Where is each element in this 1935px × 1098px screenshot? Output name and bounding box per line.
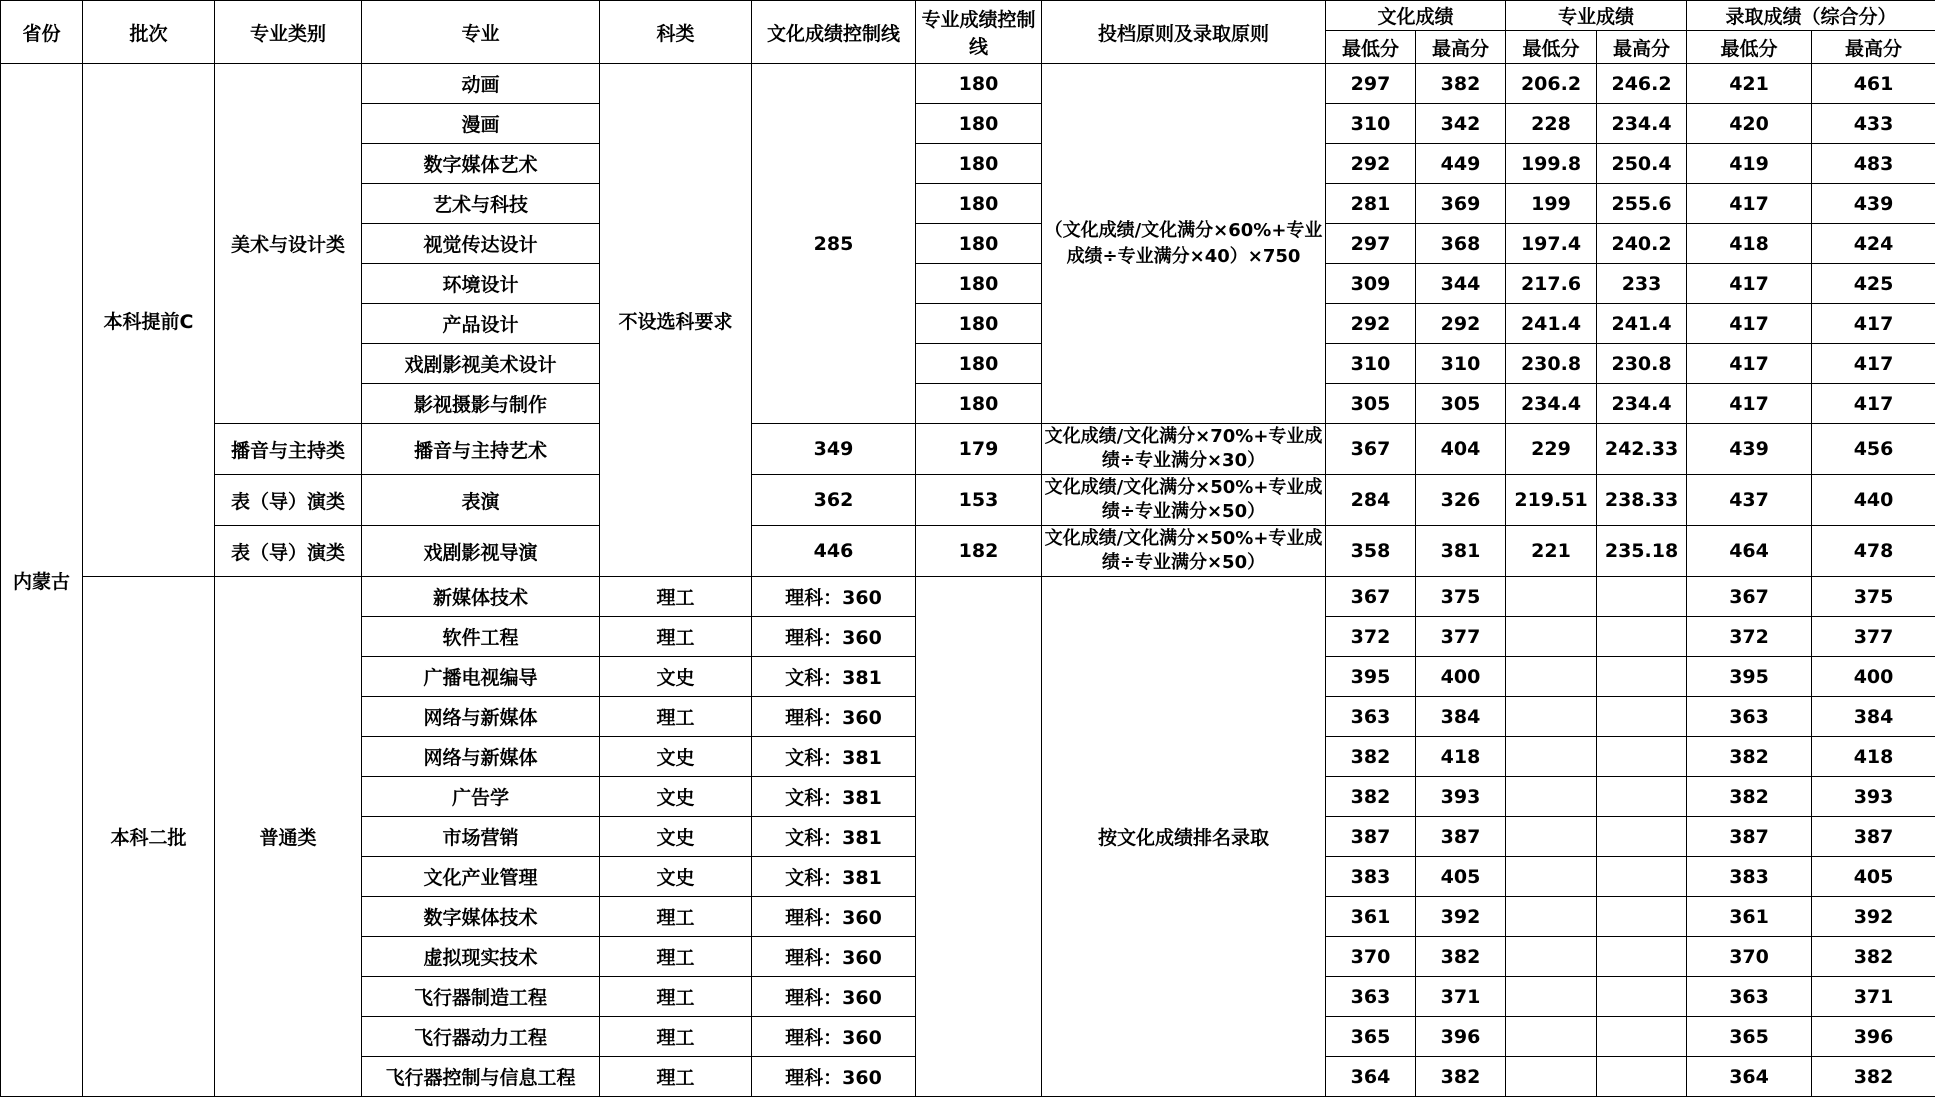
score-cell-p-min bbox=[1506, 1057, 1597, 1097]
subject-cell: 理工 bbox=[600, 1017, 752, 1057]
score-cell-c-min: 363 bbox=[1326, 977, 1416, 1017]
batch-cell: 本科二批 bbox=[83, 577, 215, 1097]
score-cell-p-max bbox=[1597, 617, 1687, 657]
score-cell-c-max: 369 bbox=[1416, 184, 1506, 224]
score-cell-a-max: 439 bbox=[1812, 184, 1935, 224]
score-cell-c-min: 382 bbox=[1326, 737, 1416, 777]
score-cell-c-min: 363 bbox=[1326, 697, 1416, 737]
major-cell: 飞行器制造工程 bbox=[362, 977, 600, 1017]
rule-cell: 按文化成绩排名录取 bbox=[1042, 577, 1326, 1097]
subject-cell: 理工 bbox=[600, 897, 752, 937]
score-cell-a-max: 400 bbox=[1812, 657, 1935, 697]
score-cell-p-max bbox=[1597, 737, 1687, 777]
subject-cell: 理工 bbox=[600, 977, 752, 1017]
header-batch: 批次 bbox=[83, 1, 215, 64]
score-cell-p-max bbox=[1597, 697, 1687, 737]
prof-control-cell: 180 bbox=[916, 184, 1042, 224]
culture-control-cell: 349 bbox=[752, 424, 916, 475]
prof-control-cell: 180 bbox=[916, 64, 1042, 104]
score-cell-a-max: 478 bbox=[1812, 526, 1935, 577]
score-cell-p-max bbox=[1597, 977, 1687, 1017]
score-cell-p-min: 228 bbox=[1506, 104, 1597, 144]
score-cell-c-min: 281 bbox=[1326, 184, 1416, 224]
score-cell-c-min: 310 bbox=[1326, 104, 1416, 144]
score-cell-a-min: 419 bbox=[1687, 144, 1812, 184]
culture-control-cell: 理科：360 bbox=[752, 1017, 916, 1057]
score-cell-a-min: 387 bbox=[1687, 817, 1812, 857]
score-cell-a-max: 387 bbox=[1812, 817, 1935, 857]
score-cell-p-min bbox=[1506, 897, 1597, 937]
score-cell-a-max: 382 bbox=[1812, 937, 1935, 977]
score-cell-p-min bbox=[1506, 937, 1597, 977]
score-cell-c-max: 384 bbox=[1416, 697, 1506, 737]
major-cell: 飞行器控制与信息工程 bbox=[362, 1057, 600, 1097]
category-cell: 美术与设计类 bbox=[215, 64, 362, 424]
score-cell-a-max: 425 bbox=[1812, 264, 1935, 304]
subject-cell: 文史 bbox=[600, 657, 752, 697]
score-cell-c-min: 284 bbox=[1326, 475, 1416, 526]
score-cell-a-min: 421 bbox=[1687, 64, 1812, 104]
culture-control-cell: 理科：360 bbox=[752, 617, 916, 657]
prof-control-cell: 180 bbox=[916, 344, 1042, 384]
score-cell-a-min: 417 bbox=[1687, 384, 1812, 424]
score-cell-p-min bbox=[1506, 857, 1597, 897]
score-cell-p-min bbox=[1506, 737, 1597, 777]
culture-control-cell: 362 bbox=[752, 475, 916, 526]
header-culture-score: 文化成绩 bbox=[1326, 1, 1506, 31]
major-cell: 虚拟现实技术 bbox=[362, 937, 600, 977]
score-cell-p-min: 199.8 bbox=[1506, 144, 1597, 184]
header-category: 专业类别 bbox=[215, 1, 362, 64]
score-cell-c-max: 393 bbox=[1416, 777, 1506, 817]
prof-control-cell: 180 bbox=[916, 304, 1042, 344]
major-cell: 漫画 bbox=[362, 104, 600, 144]
score-cell-c-min: 305 bbox=[1326, 384, 1416, 424]
score-cell-c-min: 297 bbox=[1326, 224, 1416, 264]
score-cell-p-max bbox=[1597, 1017, 1687, 1057]
score-cell-a-max: 384 bbox=[1812, 697, 1935, 737]
score-cell-a-min: 417 bbox=[1687, 184, 1812, 224]
subject-cell: 不设选科要求 bbox=[600, 64, 752, 577]
score-cell-p-min: 230.8 bbox=[1506, 344, 1597, 384]
score-cell-a-min: 420 bbox=[1687, 104, 1812, 144]
header-rule: 投档原则及录取原则 bbox=[1042, 1, 1326, 64]
score-cell-c-min: 367 bbox=[1326, 577, 1416, 617]
score-cell-c-min: 364 bbox=[1326, 1057, 1416, 1097]
score-cell-p-min: 229 bbox=[1506, 424, 1597, 475]
score-cell-c-max: 400 bbox=[1416, 657, 1506, 697]
score-cell-c-min: 382 bbox=[1326, 777, 1416, 817]
score-cell-a-max: 382 bbox=[1812, 1057, 1935, 1097]
header-subject: 科类 bbox=[600, 1, 752, 64]
score-cell-a-max: 392 bbox=[1812, 897, 1935, 937]
table-header bbox=[1, 1, 1935, 64]
culture-control-cell: 文科：381 bbox=[752, 817, 916, 857]
culture-control-cell: 285 bbox=[752, 64, 916, 424]
score-cell-a-max: 417 bbox=[1812, 304, 1935, 344]
score-cell-p-max bbox=[1597, 657, 1687, 697]
culture-control-cell: 文科：381 bbox=[752, 857, 916, 897]
prof-control-cell: 180 bbox=[916, 384, 1042, 424]
major-cell: 飞行器动力工程 bbox=[362, 1017, 600, 1057]
score-cell-p-max bbox=[1597, 937, 1687, 977]
culture-control-cell: 理科：360 bbox=[752, 897, 916, 937]
prof-control-cell: 180 bbox=[916, 104, 1042, 144]
major-cell: 网络与新媒体 bbox=[362, 697, 600, 737]
category-cell: 表（导）演类 bbox=[215, 475, 362, 526]
culture-control-cell: 446 bbox=[752, 526, 916, 577]
table-row bbox=[1, 577, 1935, 617]
major-cell: 艺术与科技 bbox=[362, 184, 600, 224]
rule-cell: （文化成绩/文化满分×60%+专业成绩÷专业满分×40）×750 bbox=[1042, 64, 1326, 424]
score-cell-p-min: 241.4 bbox=[1506, 304, 1597, 344]
score-cell-a-min: 365 bbox=[1687, 1017, 1812, 1057]
header-prof-control: 专业成绩控制线 bbox=[916, 1, 1042, 64]
score-cell-p-max: 230.8 bbox=[1597, 344, 1687, 384]
score-cell-c-max: 368 bbox=[1416, 224, 1506, 264]
culture-control-cell: 文科：381 bbox=[752, 777, 916, 817]
score-cell-c-min: 292 bbox=[1326, 304, 1416, 344]
score-cell-c-max: 382 bbox=[1416, 937, 1506, 977]
table-row bbox=[1, 64, 1935, 104]
score-cell-p-min: 219.51 bbox=[1506, 475, 1597, 526]
score-cell-a-min: 382 bbox=[1687, 737, 1812, 777]
table-row bbox=[1, 475, 1935, 526]
subject-cell: 理工 bbox=[600, 617, 752, 657]
score-cell-a-min: 417 bbox=[1687, 344, 1812, 384]
score-cell-a-max: 417 bbox=[1812, 384, 1935, 424]
score-cell-a-min: 364 bbox=[1687, 1057, 1812, 1097]
prof-control-cell: 180 bbox=[916, 264, 1042, 304]
category-cell: 播音与主持类 bbox=[215, 424, 362, 475]
score-cell-p-min bbox=[1506, 817, 1597, 857]
table-body bbox=[1, 64, 1935, 1097]
culture-control-cell: 文科：381 bbox=[752, 657, 916, 697]
score-cell-p-max bbox=[1597, 777, 1687, 817]
header-prof-score: 专业成绩 bbox=[1506, 1, 1687, 31]
prof-control-cell: 180 bbox=[916, 224, 1042, 264]
score-cell-a-min: 372 bbox=[1687, 617, 1812, 657]
score-cell-p-max bbox=[1597, 897, 1687, 937]
score-cell-c-max: 377 bbox=[1416, 617, 1506, 657]
score-cell-c-min: 297 bbox=[1326, 64, 1416, 104]
score-cell-c-max: 326 bbox=[1416, 475, 1506, 526]
table-row bbox=[1, 526, 1935, 577]
score-cell-p-min: 206.2 bbox=[1506, 64, 1597, 104]
score-cell-a-min: 418 bbox=[1687, 224, 1812, 264]
major-cell: 动画 bbox=[362, 64, 600, 104]
score-cell-p-min: 197.4 bbox=[1506, 224, 1597, 264]
score-cell-a-min: 417 bbox=[1687, 264, 1812, 304]
score-cell-c-max: 342 bbox=[1416, 104, 1506, 144]
score-cell-c-min: 367 bbox=[1326, 424, 1416, 475]
score-cell-p-max: 234.4 bbox=[1597, 104, 1687, 144]
score-cell-c-max: 375 bbox=[1416, 577, 1506, 617]
batch-cell: 本科提前C bbox=[83, 64, 215, 577]
major-cell: 影视摄影与制作 bbox=[362, 384, 600, 424]
major-cell: 戏剧影视导演 bbox=[362, 526, 600, 577]
subject-cell: 文史 bbox=[600, 817, 752, 857]
score-cell-p-max: 246.2 bbox=[1597, 64, 1687, 104]
score-cell-p-min: 217.6 bbox=[1506, 264, 1597, 304]
culture-control-cell: 理科：360 bbox=[752, 1057, 916, 1097]
subject-cell: 文史 bbox=[600, 857, 752, 897]
score-cell-a-min: 363 bbox=[1687, 697, 1812, 737]
culture-control-cell: 理科：360 bbox=[752, 577, 916, 617]
score-cell-c-max: 310 bbox=[1416, 344, 1506, 384]
score-cell-c-min: 365 bbox=[1326, 1017, 1416, 1057]
score-cell-c-max: 371 bbox=[1416, 977, 1506, 1017]
score-cell-c-min: 358 bbox=[1326, 526, 1416, 577]
score-cell-c-min: 372 bbox=[1326, 617, 1416, 657]
major-cell: 数字媒体艺术 bbox=[362, 144, 600, 184]
score-cell-p-min bbox=[1506, 617, 1597, 657]
score-cell-a-max: 417 bbox=[1812, 344, 1935, 384]
header-culture-max: 最高分 bbox=[1416, 31, 1506, 64]
major-cell: 广播电视编导 bbox=[362, 657, 600, 697]
score-cell-c-min: 370 bbox=[1326, 937, 1416, 977]
rule-cell: 文化成绩/文化满分×50%+专业成绩÷专业满分×50） bbox=[1042, 526, 1326, 577]
score-cell-p-min: 221 bbox=[1506, 526, 1597, 577]
header-major: 专业 bbox=[362, 1, 600, 64]
score-cell-c-max: 305 bbox=[1416, 384, 1506, 424]
score-cell-a-min: 363 bbox=[1687, 977, 1812, 1017]
header-culture-control: 文化成绩控制线 bbox=[752, 1, 916, 64]
score-cell-p-max: 250.4 bbox=[1597, 144, 1687, 184]
score-cell-p-max bbox=[1597, 1057, 1687, 1097]
score-cell-c-max: 382 bbox=[1416, 1057, 1506, 1097]
major-cell: 新媒体技术 bbox=[362, 577, 600, 617]
score-cell-a-min: 361 bbox=[1687, 897, 1812, 937]
score-cell-c-min: 395 bbox=[1326, 657, 1416, 697]
major-cell: 网络与新媒体 bbox=[362, 737, 600, 777]
score-cell-a-min: 383 bbox=[1687, 857, 1812, 897]
header-prof-min: 最低分 bbox=[1506, 31, 1597, 64]
major-cell: 播音与主持艺术 bbox=[362, 424, 600, 475]
score-cell-a-max: 375 bbox=[1812, 577, 1935, 617]
score-cell-p-max: 241.4 bbox=[1597, 304, 1687, 344]
score-cell-p-min: 199 bbox=[1506, 184, 1597, 224]
score-cell-p-max: 240.2 bbox=[1597, 224, 1687, 264]
score-cell-a-max: 396 bbox=[1812, 1017, 1935, 1057]
score-cell-c-max: 449 bbox=[1416, 144, 1506, 184]
subject-cell: 理工 bbox=[600, 697, 752, 737]
score-cell-p-min bbox=[1506, 697, 1597, 737]
province-cell: 内蒙古 bbox=[1, 64, 83, 1097]
score-cell-a-max: 461 bbox=[1812, 64, 1935, 104]
category-cell: 表（导）演类 bbox=[215, 526, 362, 577]
score-cell-c-min: 310 bbox=[1326, 344, 1416, 384]
score-cell-p-max: 235.18 bbox=[1597, 526, 1687, 577]
major-cell: 环境设计 bbox=[362, 264, 600, 304]
subject-cell: 理工 bbox=[600, 577, 752, 617]
score-cell-c-min: 309 bbox=[1326, 264, 1416, 304]
score-cell-c-max: 387 bbox=[1416, 817, 1506, 857]
header-culture-min: 最低分 bbox=[1326, 31, 1416, 64]
score-cell-c-max: 344 bbox=[1416, 264, 1506, 304]
score-cell-a-min: 439 bbox=[1687, 424, 1812, 475]
major-cell: 数字媒体技术 bbox=[362, 897, 600, 937]
score-cell-c-max: 381 bbox=[1416, 526, 1506, 577]
score-cell-a-min: 464 bbox=[1687, 526, 1812, 577]
header-prof-max: 最高分 bbox=[1597, 31, 1687, 64]
culture-control-cell: 理科：360 bbox=[752, 697, 916, 737]
subject-cell: 文史 bbox=[600, 737, 752, 777]
header-admit-min: 最低分 bbox=[1687, 31, 1812, 64]
score-cell-p-max bbox=[1597, 817, 1687, 857]
category-cell: 普通类 bbox=[215, 577, 362, 1097]
header-admit-score: 录取成绩（综合分） bbox=[1687, 1, 1935, 31]
subject-cell: 理工 bbox=[600, 1057, 752, 1097]
score-cell-a-min: 395 bbox=[1687, 657, 1812, 697]
score-cell-p-max: 242.33 bbox=[1597, 424, 1687, 475]
score-cell-c-max: 404 bbox=[1416, 424, 1506, 475]
prof-control-cell: 182 bbox=[916, 526, 1042, 577]
major-cell: 软件工程 bbox=[362, 617, 600, 657]
major-cell: 广告学 bbox=[362, 777, 600, 817]
culture-control-cell: 理科：360 bbox=[752, 977, 916, 1017]
major-cell: 市场营销 bbox=[362, 817, 600, 857]
score-cell-a-min: 382 bbox=[1687, 777, 1812, 817]
score-cell-a-max: 456 bbox=[1812, 424, 1935, 475]
score-cell-c-min: 387 bbox=[1326, 817, 1416, 857]
table-row bbox=[1, 424, 1935, 475]
score-cell-a-min: 417 bbox=[1687, 304, 1812, 344]
score-cell-c-min: 361 bbox=[1326, 897, 1416, 937]
score-cell-c-max: 418 bbox=[1416, 737, 1506, 777]
score-cell-a-max: 377 bbox=[1812, 617, 1935, 657]
score-cell-c-max: 292 bbox=[1416, 304, 1506, 344]
score-cell-p-max bbox=[1597, 857, 1687, 897]
score-cell-a-max: 393 bbox=[1812, 777, 1935, 817]
score-cell-a-max: 418 bbox=[1812, 737, 1935, 777]
prof-control-cell bbox=[916, 577, 1042, 1097]
score-cell-a-max: 405 bbox=[1812, 857, 1935, 897]
prof-control-cell: 153 bbox=[916, 475, 1042, 526]
subject-cell: 文史 bbox=[600, 777, 752, 817]
score-cell-p-min bbox=[1506, 657, 1597, 697]
major-cell: 戏剧影视美术设计 bbox=[362, 344, 600, 384]
score-cell-a-max: 483 bbox=[1812, 144, 1935, 184]
score-cell-a-max: 424 bbox=[1812, 224, 1935, 264]
score-cell-p-max bbox=[1597, 577, 1687, 617]
score-cell-p-min bbox=[1506, 1017, 1597, 1057]
major-cell: 文化产业管理 bbox=[362, 857, 600, 897]
score-cell-p-max: 234.4 bbox=[1597, 384, 1687, 424]
major-cell: 表演 bbox=[362, 475, 600, 526]
culture-control-cell: 文科：381 bbox=[752, 737, 916, 777]
score-cell-c-max: 392 bbox=[1416, 897, 1506, 937]
score-cell-p-min bbox=[1506, 577, 1597, 617]
prof-control-cell: 180 bbox=[916, 144, 1042, 184]
score-cell-p-max: 255.6 bbox=[1597, 184, 1687, 224]
score-cell-c-min: 292 bbox=[1326, 144, 1416, 184]
score-cell-c-max: 405 bbox=[1416, 857, 1506, 897]
score-cell-p-min bbox=[1506, 977, 1597, 1017]
score-cell-a-max: 433 bbox=[1812, 104, 1935, 144]
score-cell-a-min: 437 bbox=[1687, 475, 1812, 526]
score-cell-c-max: 382 bbox=[1416, 64, 1506, 104]
score-cell-a-max: 371 bbox=[1812, 977, 1935, 1017]
culture-control-cell: 理科：360 bbox=[752, 937, 916, 977]
score-cell-a-min: 370 bbox=[1687, 937, 1812, 977]
prof-control-cell: 179 bbox=[916, 424, 1042, 475]
header-province: 省份 bbox=[1, 1, 83, 64]
score-cell-p-max: 238.33 bbox=[1597, 475, 1687, 526]
score-cell-p-min: 234.4 bbox=[1506, 384, 1597, 424]
major-cell: 产品设计 bbox=[362, 304, 600, 344]
header-admit-max: 最高分 bbox=[1812, 31, 1935, 64]
score-cell-c-max: 396 bbox=[1416, 1017, 1506, 1057]
score-cell-c-min: 383 bbox=[1326, 857, 1416, 897]
score-cell-p-max: 233 bbox=[1597, 264, 1687, 304]
major-cell: 视觉传达设计 bbox=[362, 224, 600, 264]
rule-cell: 文化成绩/文化满分×50%+专业成绩÷专业满分×50） bbox=[1042, 475, 1326, 526]
score-cell-a-min: 367 bbox=[1687, 577, 1812, 617]
subject-cell: 理工 bbox=[600, 937, 752, 977]
score-cell-a-max: 440 bbox=[1812, 475, 1935, 526]
rule-cell: 文化成绩/文化满分×70%+专业成绩÷专业满分×30） bbox=[1042, 424, 1326, 475]
score-cell-p-min bbox=[1506, 777, 1597, 817]
